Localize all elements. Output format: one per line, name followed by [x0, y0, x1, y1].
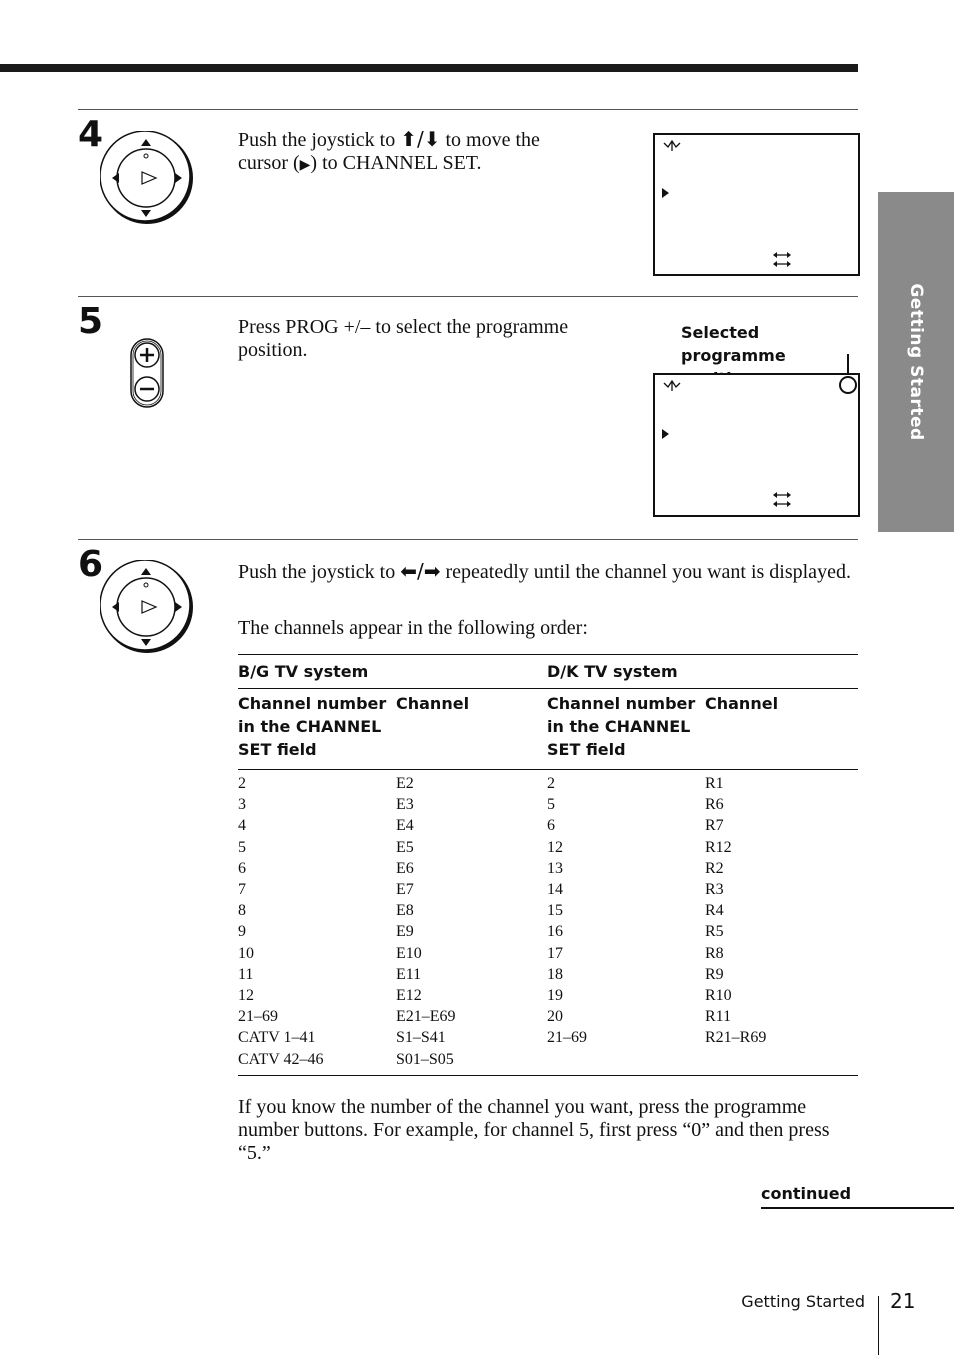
channel-table — [238, 654, 858, 1076]
bg-numbers: 2 3 4 5 6 7 8 9 10 11 12 21–69 CATV 1–41 CATV 42–46 — [238, 775, 324, 1068]
prog-button-icon — [128, 336, 166, 410]
bg-system-header: B/G TV system — [238, 662, 369, 681]
tv-screen-step-4 — [653, 133, 860, 276]
cursor-icon — [662, 188, 670, 198]
dk-col-number-header: Channel number in the CHANNEL SET field — [547, 694, 696, 759]
joystick-directions-icon — [773, 491, 791, 509]
dk-col-channel-header: Channel — [705, 694, 779, 713]
step-6-text: Push the joystick to ⬅/➡ repeatedly until the channel you want is displayed. — [238, 559, 851, 583]
left-right-arrows-icon: ⬅/➡ — [400, 559, 441, 583]
joystick-icon — [100, 560, 196, 656]
continued-rule — [761, 1207, 954, 1209]
cursor-icon: ▶ — [299, 157, 311, 173]
up-down-arrows-icon: ⬆/⬇ — [400, 127, 441, 151]
note-text: If you know the number of the channel you want, press the programme number buttons. For example, for channel 5, first press “0” and then press “5.” — [238, 1096, 830, 1164]
step-5-rule — [78, 296, 858, 297]
footer-section: Getting Started — [741, 1292, 865, 1311]
bg-channels: E2 E3 E4 E5 E6 E7 E8 E9 E10 E11 E12 E21–E69 S1–S41 S01–S05 — [396, 775, 456, 1068]
antenna-icon — [663, 380, 681, 392]
joystick-icon — [100, 131, 196, 227]
dk-system-header: D/K TV system — [547, 662, 678, 681]
callout-marker-icon — [838, 375, 858, 395]
section-tab — [878, 192, 954, 532]
cursor-icon — [662, 429, 670, 439]
bg-col-number-header: Channel number in the CHANNEL SET field — [238, 694, 387, 759]
step-4-number: 4 — [78, 114, 104, 155]
dk-numbers: 2 5 6 12 13 14 15 16 17 18 19 20 21–69 — [547, 775, 587, 1047]
step-5-number: 5 — [78, 301, 104, 342]
step-6-text-2: The channels appear in the following order: — [238, 617, 588, 639]
section-tab-label: Getting Started — [906, 283, 926, 441]
joystick-directions-icon — [773, 251, 791, 269]
dk-channels: R1 R6 R7 R12 R2 R3 R4 R5 R8 R9 R10 R11 R21–R69 — [705, 775, 767, 1047]
callout-label: Selected programme — [681, 323, 786, 365]
top-bar — [0, 64, 858, 72]
footer-divider — [878, 1296, 879, 1355]
tv-screen-step-5 — [653, 373, 860, 517]
step-4-text: Push the joystick to ⬆/⬇ to move the cursor (▶) to CHANNEL SET. — [238, 127, 540, 174]
step-4-rule — [78, 109, 858, 110]
bg-col-channel-header: Channel — [396, 694, 470, 713]
continued-label: continued — [761, 1184, 852, 1203]
step-5-text: Press PROG +/– to select the programme position. — [238, 316, 569, 361]
step-6-number: 6 — [78, 544, 104, 585]
antenna-icon — [663, 140, 681, 152]
page-number: 21 — [890, 1289, 916, 1313]
step-6-rule — [78, 539, 858, 540]
